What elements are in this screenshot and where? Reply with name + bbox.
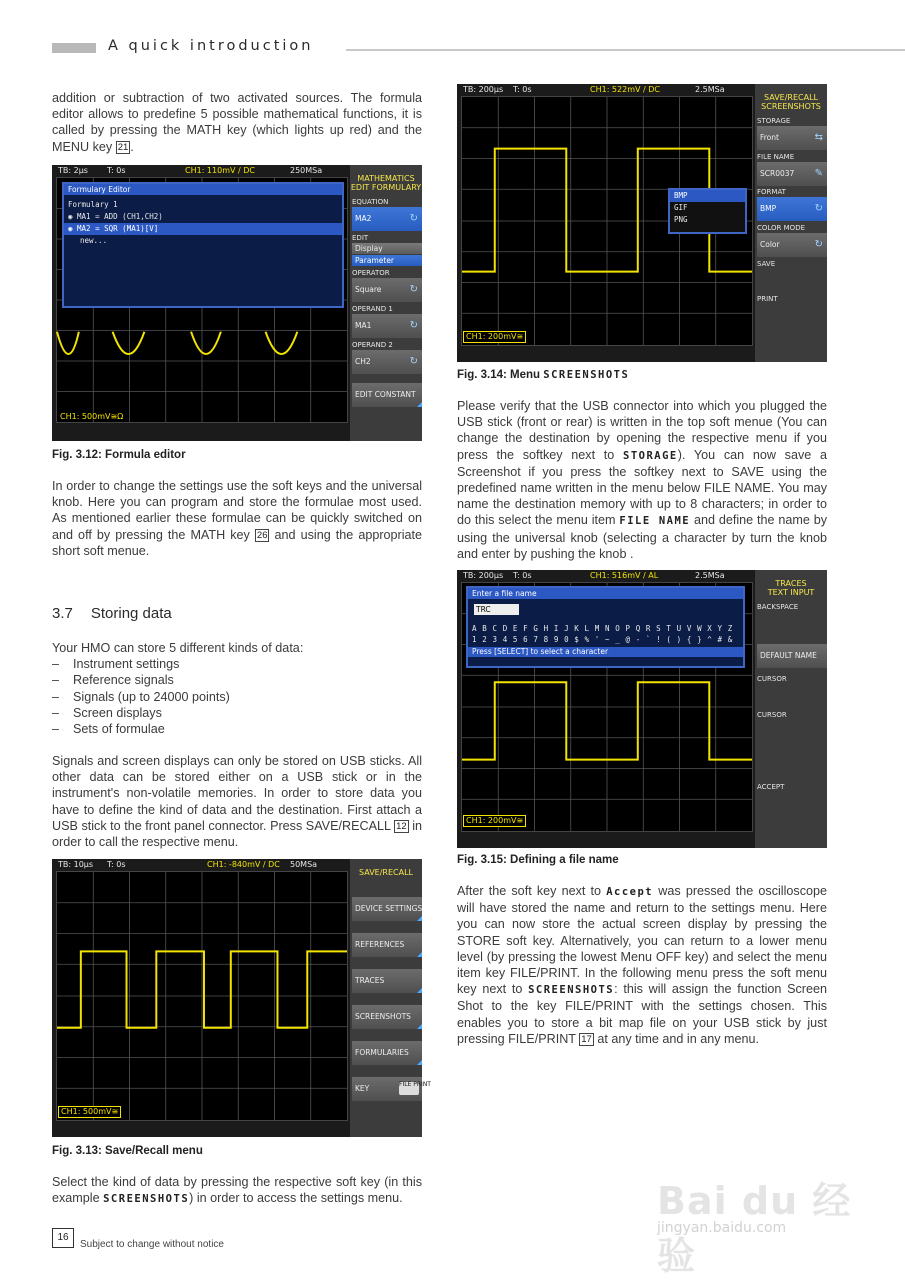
watermark-url: jingyan.baidu.com <box>657 1220 787 1236</box>
dialog-title: Formulary Editor <box>64 184 342 195</box>
file-print-icon: FILE PRINT <box>399 1082 419 1095</box>
soft-menu: TRACES TEXT INPUT BACKSPACE DEFAULT NAME CURSOR CURSOR ACCEPT <box>755 570 827 848</box>
screenshots-button[interactable]: SCREENSHOTS <box>352 1005 422 1029</box>
dropdown-option[interactable]: GIF <box>674 203 688 212</box>
file-name-dialog <box>466 586 745 668</box>
scope-topbar: TB: 10µs T: 0s CH1: -840mV / DC 50MSa <box>58 860 318 869</box>
soft-menu: MATHEMATICS EDIT FORMULARY EQUATION MA2 ↻ EDIT Display Parameter OPERATOR Square ↻ OPERAND 1 MA1 ↻ OPERAND 2 CH2 ↻ EDIT CONSTANT <box>350 165 422 441</box>
eye-icon: ◉ <box>68 224 78 233</box>
list-item: – Reference signals <box>52 672 422 688</box>
page-number: 16 <box>52 1228 74 1248</box>
channel-label: CH1: 500mV≅Ω <box>60 412 124 421</box>
rotate-icon: ↻ <box>409 320 418 331</box>
right-paragraph-2: After the soft key next to Accept was pressed the oscilloscope will have stored the name and return to the settings menu. Here you can now store the actual screen display by pressing the STORE soft key. Alternatively, you can return to a lower menu level (by pressing the lowest Menu OFF key) and select the menu item key FILE/PRINT. In the following menu press the soft menu key next to SCREENSHOTS: this will assign the function Screen Shot to the key FILE/PRINT with the settings chosen. This enables you to store a bit map file on your USB stick by just pressing FILE/PRINT 17 at any time and in any menu. <box>457 884 828 1046</box>
right-paragraph-1: Please verify that the USB connector into which you plugged the USB stick (front or rear) is written in the top soft menue (You can change the destination by opening the respective menu if you press the softkey next to STORAGE). You can now save a Screenshot if you press the softkey next to SAVE using the predefined name written in the menu below FILE NAME. You may name the destination memory with up to 8 characters; in order to do this select the menu item FILE NAME and define the name by using the universal knob (selecting a character by turn the knob and enter by pushing the knob . <box>457 399 828 561</box>
charset-letters[interactable]: A B C D E F G H I J K L M N O P Q R S T U V W X Y Z <box>472 624 733 633</box>
scope-topbar: TB: 200µs T: 0s CH1: 516mV / AL 2.5MSa <box>463 571 725 580</box>
list-item: – Screen displays <box>52 705 422 721</box>
scope-formula-editor <box>52 165 422 441</box>
operand1-button[interactable]: MA1 ↻ <box>352 314 422 338</box>
left-paragraph-2: In order to change the settings use the soft keys and the universal knob. Here you can program and store the formulae most used. As mentioned earlier these formulae can be quickly switched on and off by pressing the MATH key 26 and using the appropriate short soft menue. <box>52 479 423 558</box>
soft-menu: SAVE/RECALL SCREENSHOTS STORAGE Front ⇆ FILE NAME SCR0037 ✎ FORMAT BMP ↻ COLOR MODE Color ↻ SAVE PRINT <box>755 84 827 362</box>
scope-topbar: TB: 200µs T: 0s CH1: 522mV / DC 2.5MSa <box>463 85 725 94</box>
channel-label: CH1: 200mV≅ <box>463 815 526 827</box>
format-button[interactable]: BMP ↻ <box>757 197 827 221</box>
list-item: – Sets of formulae <box>52 721 422 737</box>
list-item: – Instrument settings <box>52 656 422 672</box>
rotate-icon: ↻ <box>409 213 418 224</box>
key-ref-17: 17 <box>581 1033 592 1045</box>
default-name-button[interactable]: DEFAULT NAME <box>757 644 827 668</box>
scope-screenshots-menu <box>457 84 827 362</box>
page-header-title: A quick introduction <box>108 38 314 54</box>
soft-menu <box>350 859 431 1137</box>
left-paragraph-3: Signals and screen displays can only be stored on USB sticks. All other data can be stored either on a USB stick or in the instrument's non-volatile memories. In order to store data you have to define the kind of data and the destination. First attach a USB stick to the front panel connector. Press SAVE/RECALL 12 in order to call the respective menu. <box>52 754 423 850</box>
menu-title: TRACES TEXT INPUT <box>767 579 815 597</box>
device-settings-button[interactable]: DEVICE SETTINGS <box>352 897 422 921</box>
scope-file-name-input <box>457 570 827 848</box>
menu-title: MATHEMATICS EDIT FORMULARY <box>350 174 422 192</box>
channel-label: CH1: 200mV≅ <box>463 331 526 343</box>
rotate-icon: ↻ <box>814 239 823 250</box>
left-paragraph-4: Select the kind of data by pressing the respective soft key (in this example SCREENSHOTS) in order to access the settings menu. <box>52 1175 422 1206</box>
edit-icon: ✎ <box>814 168 823 179</box>
eye-icon: ◉ <box>68 212 78 221</box>
file-name-input[interactable]: TRC <box>474 604 519 615</box>
scope-topbar: TB: 2µs T: 0s CH1: 110mV / DC 250MSa <box>58 166 323 175</box>
dropdown-option[interactable]: BMP <box>670 190 745 202</box>
key-ref-21: 21 <box>117 141 129 153</box>
formula-new[interactable]: new... <box>80 236 108 245</box>
edit-parameter-button[interactable]: Parameter <box>352 255 422 266</box>
equation-button[interactable]: MA2 ↻ <box>352 207 422 231</box>
formula-row-ma1[interactable]: ◉ MA1 = ADD (CH1,CH2) <box>68 212 163 221</box>
formulary-editor-dialog <box>62 182 344 308</box>
operand2-button[interactable]: CH2 ↻ <box>352 350 422 374</box>
fig-3-14-caption: Fig. 3.14: Menu SCREENSHOTS <box>457 369 630 381</box>
rotate-icon: ↻ <box>814 203 823 214</box>
usb-icon: ⇆ <box>814 132 823 143</box>
traces-button[interactable]: TRACES <box>352 969 422 993</box>
channel-label: CH1: 500mV≅ <box>58 1106 121 1118</box>
references-button[interactable]: REFERENCES <box>352 933 422 957</box>
watermark-logo: Bai du 经验 <box>657 1179 852 1278</box>
color-mode-button[interactable]: Color ↻ <box>757 233 827 257</box>
rotate-icon: ↻ <box>409 356 418 367</box>
file-name-button[interactable]: SCR0037 ✎ <box>757 162 827 186</box>
charset-symbols[interactable]: 1 2 3 4 5 6 7 8 9 0 $ % ' ~ _ @ - ` ! ( ) { } ^ # & <box>472 635 733 644</box>
storage-button[interactable]: Front ⇆ <box>757 126 827 150</box>
edit-constant-button[interactable]: EDIT CONSTANT <box>352 383 422 407</box>
fig-3-12-caption: Fig. 3.12: Formula editor <box>52 449 186 461</box>
menu-title: SAVE/RECALL <box>359 868 413 877</box>
menu-title: SAVE/RECALL SCREENSHOTS <box>761 93 821 111</box>
section-heading: 3.7 Storing data <box>52 605 172 622</box>
header-rule <box>346 49 905 51</box>
storage-types-list <box>52 656 422 737</box>
key-button[interactable]: KEY FILE PRINT <box>352 1077 422 1101</box>
rotate-icon: ↻ <box>409 284 418 295</box>
key-ref-26: 26 <box>256 529 268 541</box>
formulary-name: Formulary 1 <box>68 200 118 209</box>
header-bar <box>52 43 96 53</box>
footer-notice: Subject to change without notice <box>80 1239 224 1250</box>
edit-display-button[interactable]: Display <box>352 243 422 254</box>
left-intro-paragraph: addition or subtraction of two activated sources. The formula editor allows to predefine 5 possible mathematical functions, it is called by pressing the MATH key (which lights up red) and the MENU key 21 . <box>52 91 422 154</box>
baidu-watermark <box>649 1160 869 1278</box>
fig-3-15-caption: Fig. 3.15: Defining a file name <box>457 854 619 866</box>
list-item: – Signals (up to 24000 points) <box>52 689 422 705</box>
scope-grid <box>56 871 348 1121</box>
dialog-title: Enter a file name <box>468 588 743 599</box>
storage-list-block: Your HMO can store 5 different kinds of data: – Instrument settings – Reference signals – Signals (up to 24000 points) – Screen displays – Sets of formulae <box>52 640 422 737</box>
key-ref-12: 12 <box>396 820 407 832</box>
operator-button[interactable]: Square ↻ <box>352 278 422 302</box>
scope-save-recall <box>52 859 431 1137</box>
select-hint: Press [SELECT] to select a character <box>468 647 743 657</box>
formularies-button[interactable]: FORMULARIES <box>352 1041 422 1065</box>
fig-3-13-caption: Fig. 3.13: Save/Recall menu <box>52 1145 203 1157</box>
dropdown-option[interactable]: PNG <box>674 215 688 224</box>
format-dropdown[interactable] <box>668 188 747 234</box>
formula-row-ma2[interactable]: ◉ MA2 = SQR (MA1)[V] <box>64 223 342 235</box>
